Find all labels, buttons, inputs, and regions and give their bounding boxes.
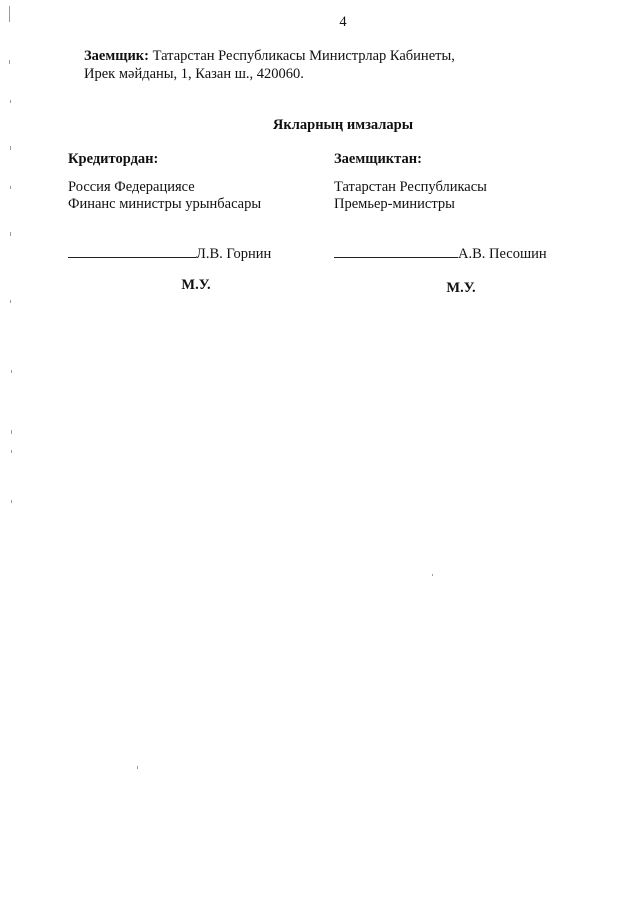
- creditor-signature-block: [68, 245, 271, 263]
- creditor-seal-mark: М.У.: [181, 277, 211, 293]
- scan-speck: [9, 6, 10, 22]
- scan-speck: [432, 574, 433, 576]
- signatures-heading: Якларның имзалары: [272, 117, 414, 133]
- borrower-address-text1: Татарстан Республикасы Министрлар Кабинеты,: [152, 48, 455, 64]
- borrower-org-line1: Татарстан Республикасы: [334, 179, 487, 195]
- scan-speck: [9, 60, 10, 64]
- creditor-org-line1: Россия Федерациясе: [68, 179, 195, 195]
- scan-speck: [11, 370, 12, 373]
- scan-speck: [10, 100, 11, 103]
- creditor-signatory: Л.В. Горнин: [196, 246, 272, 262]
- scan-speck: [11, 430, 12, 434]
- scan-speck: [10, 146, 11, 150]
- borrower-heading: Заемщиктан:: [334, 151, 422, 167]
- scan-speck: [10, 300, 11, 303]
- scan-speck: [137, 766, 138, 769]
- borrower-org-line2: Премьер-министры: [334, 196, 455, 212]
- scan-speck: [11, 500, 12, 503]
- borrower-seal-mark: М.У.: [446, 280, 476, 296]
- borrower-address-line1: [84, 48, 455, 65]
- borrower-signatory: А.В. Песошин: [458, 246, 547, 262]
- scan-speck: [10, 232, 11, 236]
- scan-speck: [11, 450, 12, 453]
- creditor-org-line2: Финанс министры урынбасары: [68, 196, 262, 212]
- page-number: 4: [339, 14, 347, 30]
- creditor-signature-line: [68, 245, 196, 258]
- creditor-heading: Кредитордан:: [68, 151, 159, 167]
- borrower-label: Заемщик:: [84, 48, 149, 64]
- scan-speck: [10, 186, 11, 189]
- borrower-address-line2: Ирек мәйданы, 1, Казан ш., 420060.: [84, 66, 304, 82]
- borrower-signature-line: [334, 245, 458, 258]
- borrower-signature-block: [334, 245, 547, 263]
